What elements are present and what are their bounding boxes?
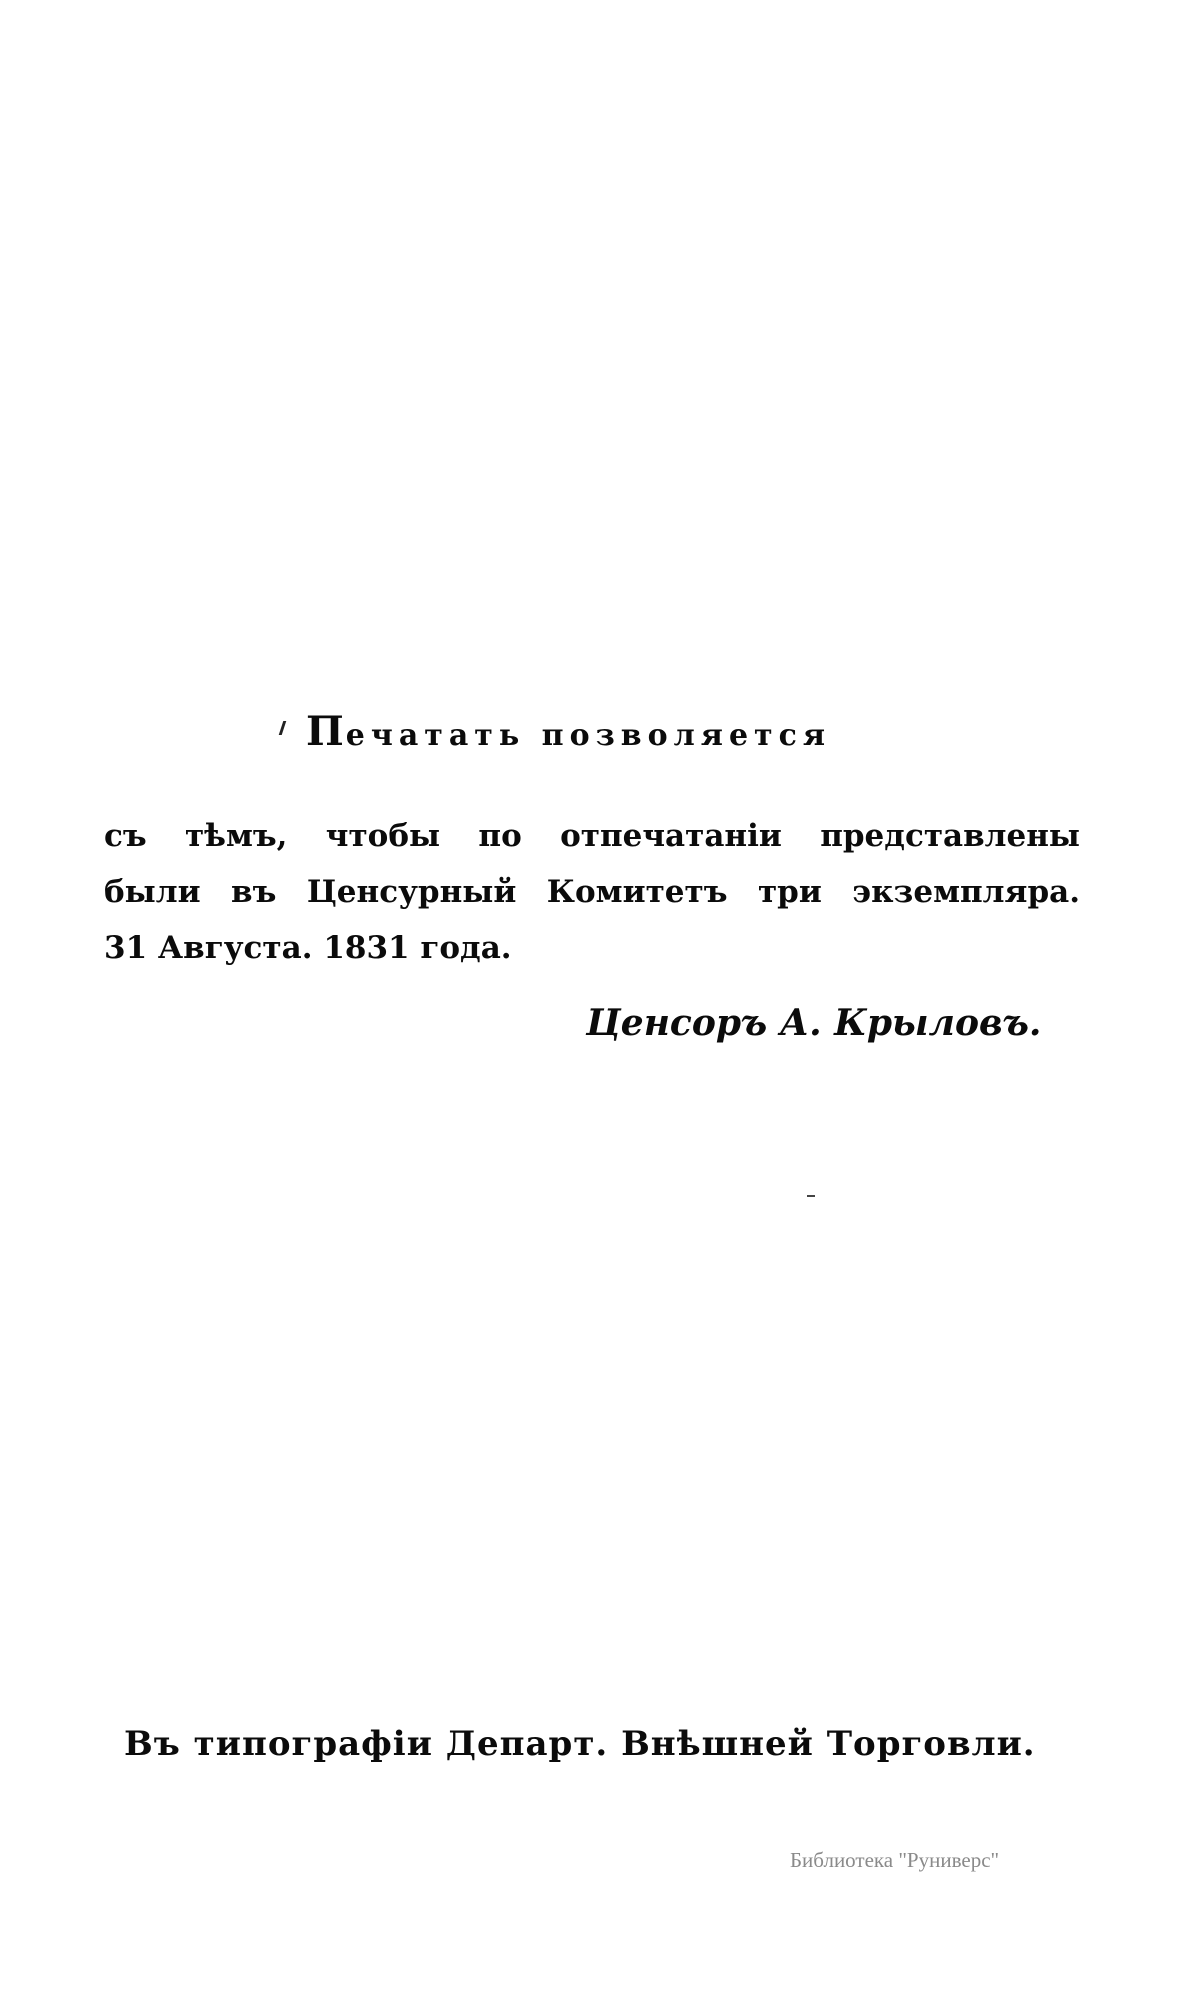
censor-signature: Ценсоръ А. Крыловъ. bbox=[586, 1002, 1042, 1044]
body-line-3-date: 31 Августа. 1831 года. bbox=[104, 930, 512, 966]
permission-heading-text: ечатать позволяется bbox=[345, 718, 832, 753]
body-line-1: съ тѣмъ, чтобы по отпечатаніи представлены bbox=[104, 818, 1080, 854]
stray-ink-mark bbox=[279, 721, 287, 735]
printer-imprint: Въ типографіи Департ. Внѣшней Торговли. bbox=[124, 1724, 1036, 1764]
library-credit: Библиотека "Руниверс" bbox=[790, 1848, 1000, 1872]
body-line-2: были въ Ценсурный Комитетъ три экземпляра. bbox=[104, 874, 1080, 910]
permission-heading bbox=[306, 708, 926, 755]
permission-body bbox=[104, 808, 1080, 976]
stray-dash-mark bbox=[807, 1195, 815, 1197]
permission-heading-capital: П bbox=[306, 708, 346, 755]
